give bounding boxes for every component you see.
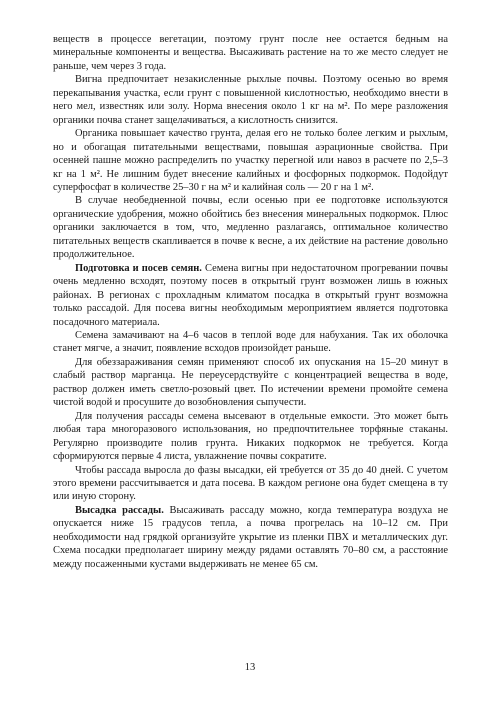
paragraph-5	[53, 262, 448, 329]
paragraph-4: В случае необедненной почвы, если осенью при ее подготовке используются органические удобрения, можно обойтись без внесения минеральных подкормок. Плюс органики заключается в том, что, медленно разлагаясь, оптимальное количество питательных веществ скапливается в почве к весне, а их действие на растение довольно продолжительное.	[53, 195, 448, 261]
paragraph-9: Чтобы рассада выросла до фазы высадки, ей требуется от 35 до 40 дней. С учетом этого времени рассчитывается и дата посева. В каждом регионе она будет смещена в ту или иную сторону.	[53, 464, 448, 503]
paragraph-10	[53, 504, 448, 571]
paragraph-2: Вигна предпочитает незакисленные рыхлые почвы. Поэтому осенью во время перекапывания участка, если грунт с повышенной кислотностью, необходимо внести в него мел, известняк или золу. Норма внесения около 1 кг на м². По мере разложения органики почва станет защелачиваться, а кислотность снизится.	[53, 74, 448, 126]
paragraph-10-text: Высаживать рассаду можно, когда температура воздуха не опускается ниже 15 градусов тепла, а почва прогрелась на 10–12 см. При необходимости над грядкой организуйте укрытие из пленки ПВХ и металлических дуг. Схема посадки предполагает ширину между рядами оставлять 70–80 см, а расстояние между посаженными кустами выдерживать не менее 65 см.	[53, 504, 448, 570]
paragraph-5-text: Семена вигны при недостаточном прогревании почвы очень медленно всходят, поэтому посев в открытый грунт возможен лишь в южных районах. В регионах с прохладным климатом посадка в открытый грунт возможна только рассадой. Для посева вигны необходимым мероприятием является подготовка посадочного материала.	[53, 262, 448, 328]
paragraph-7: Для обеззараживания семян применяют способ их опускания на 15–20 минут в слабый раствор марганца. Не переусердствуйте с концентрацией вещества в воде, раствор должен иметь светло-розовый цвет. По истечении времени промойте семена чистой водой и просушите до возобновления сыпучести.	[53, 356, 448, 409]
paragraph-6: Семена замачивают на 4–6 часов в теплой воде для набухания. Так их оболочка станет мягче, а значит, появление всходов произойдет раньше.	[53, 329, 448, 355]
page-number: 13	[244, 662, 256, 673]
body-text	[53, 33, 448, 571]
paragraph-3: Органика повышает качество грунта, делая его не только более легким и рыхлым, но и обогащая питательными веществами, повышая аэрационные свойства. При осенней пашне можно распределить по участку перегной или навоз в расчете по 2,5–3 кг на 1 м². Не лишним будет внесение калийных и фосфорных подкормок. Подойдут суперфосфат в количестве 25–30 г на м² и калийная соль — 20 г на 1 м².	[53, 128, 448, 193]
paragraph-8: Для получения рассады семена высевают в отдельные емкости. Это может быть любая тара многоразового использования, но предпочтительнее торфяные стаканы. Регулярно производите полив грунта. Никаких подкормок не требуется. Когда сформируются первые 4 листа, увлажнение почвы сократите.	[53, 410, 448, 463]
paragraph-1: веществ в процессе вегетации, поэтому грунт после нее остается бедным на минеральные компоненты и вещества. Высаживать растение на то же место следует не раньше, чем через 3 года.	[53, 34, 448, 72]
section-heading-seedlings: Высадка рассады.	[75, 504, 164, 516]
section-heading-seeds: Подготовка и посев семян.	[75, 262, 202, 274]
